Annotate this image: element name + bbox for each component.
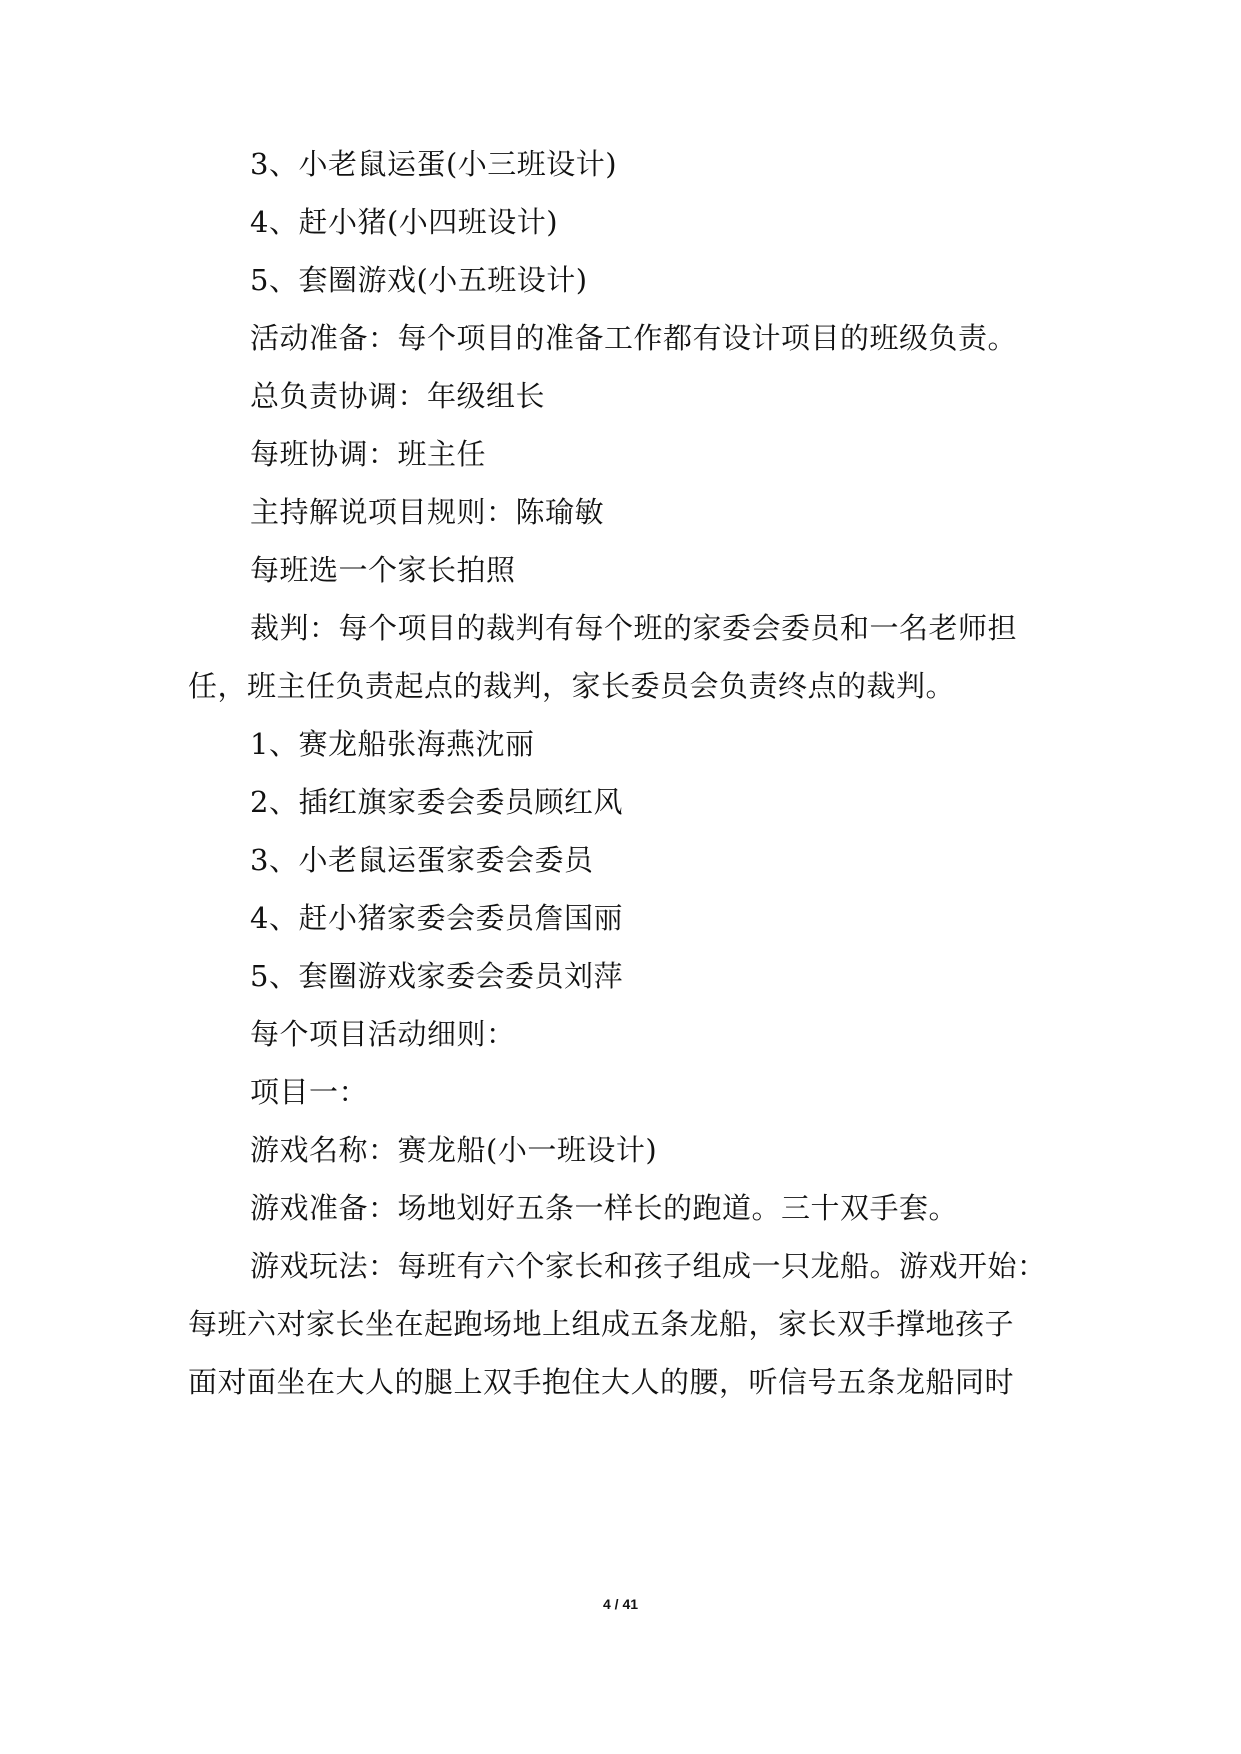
game-rules-line-3: 面对面坐在大人的腿上双手抱住大人的腰，听信号五条龙船同时	[188, 1365, 1015, 1399]
list-item-4-pig: 4、赶小猪(小四班设计)	[250, 205, 559, 239]
referee-paragraph-line-2: 任，班主任负责起点的裁判，家长委员会负责终点的裁判。	[188, 669, 956, 703]
class-coordination: 每班协调：班主任	[250, 437, 487, 471]
game-preparation: 游戏准备：场地划好五条一样长的跑道。三十双手套。	[250, 1191, 959, 1225]
project-one-heading: 项目一：	[250, 1075, 369, 1109]
game-rules-line-1: 游戏玩法：每班有六个家长和孩子组成一只龙船。游戏开始：	[250, 1249, 1047, 1283]
photographer-note: 每班选一个家长拍照	[250, 553, 516, 587]
host-explanation: 主持解说项目规则：陈瑜敏	[250, 495, 605, 529]
referee-item-3: 3、小老鼠运蛋家委会委员	[250, 843, 594, 877]
referee-paragraph-line-1: 裁判：每个项目的裁判有每个班的家委会委员和一名老师担	[250, 611, 1018, 645]
referee-item-4: 4、赶小猪家委会委员詹国丽	[250, 901, 623, 935]
referee-item-1: 1、赛龙船张海燕沈丽	[250, 727, 535, 761]
referee-item-5: 5、套圈游戏家委会委员刘萍	[250, 959, 623, 993]
general-coordination: 总负责协调：年级组长	[250, 379, 546, 413]
referee-item-2: 2、插红旗家委会委员顾红风	[250, 785, 623, 819]
list-item-3-mouse-egg: 3、小老鼠运蛋(小三班设计)	[250, 147, 618, 181]
activity-details-heading: 每个项目活动细则：	[250, 1017, 516, 1051]
game-name: 游戏名称：赛龙船(小一班设计)	[250, 1133, 658, 1167]
page-number: 4 / 41	[602, 1596, 639, 1612]
game-rules-line-2: 每班六对家长坐在起跑场地上组成五条龙船，家长双手撑地孩子	[188, 1307, 1015, 1341]
list-item-5-ring-toss: 5、套圈游戏(小五班设计)	[250, 263, 588, 297]
activity-preparation: 活动准备：每个项目的准备工作都有设计项目的班级负责。	[250, 321, 1018, 355]
